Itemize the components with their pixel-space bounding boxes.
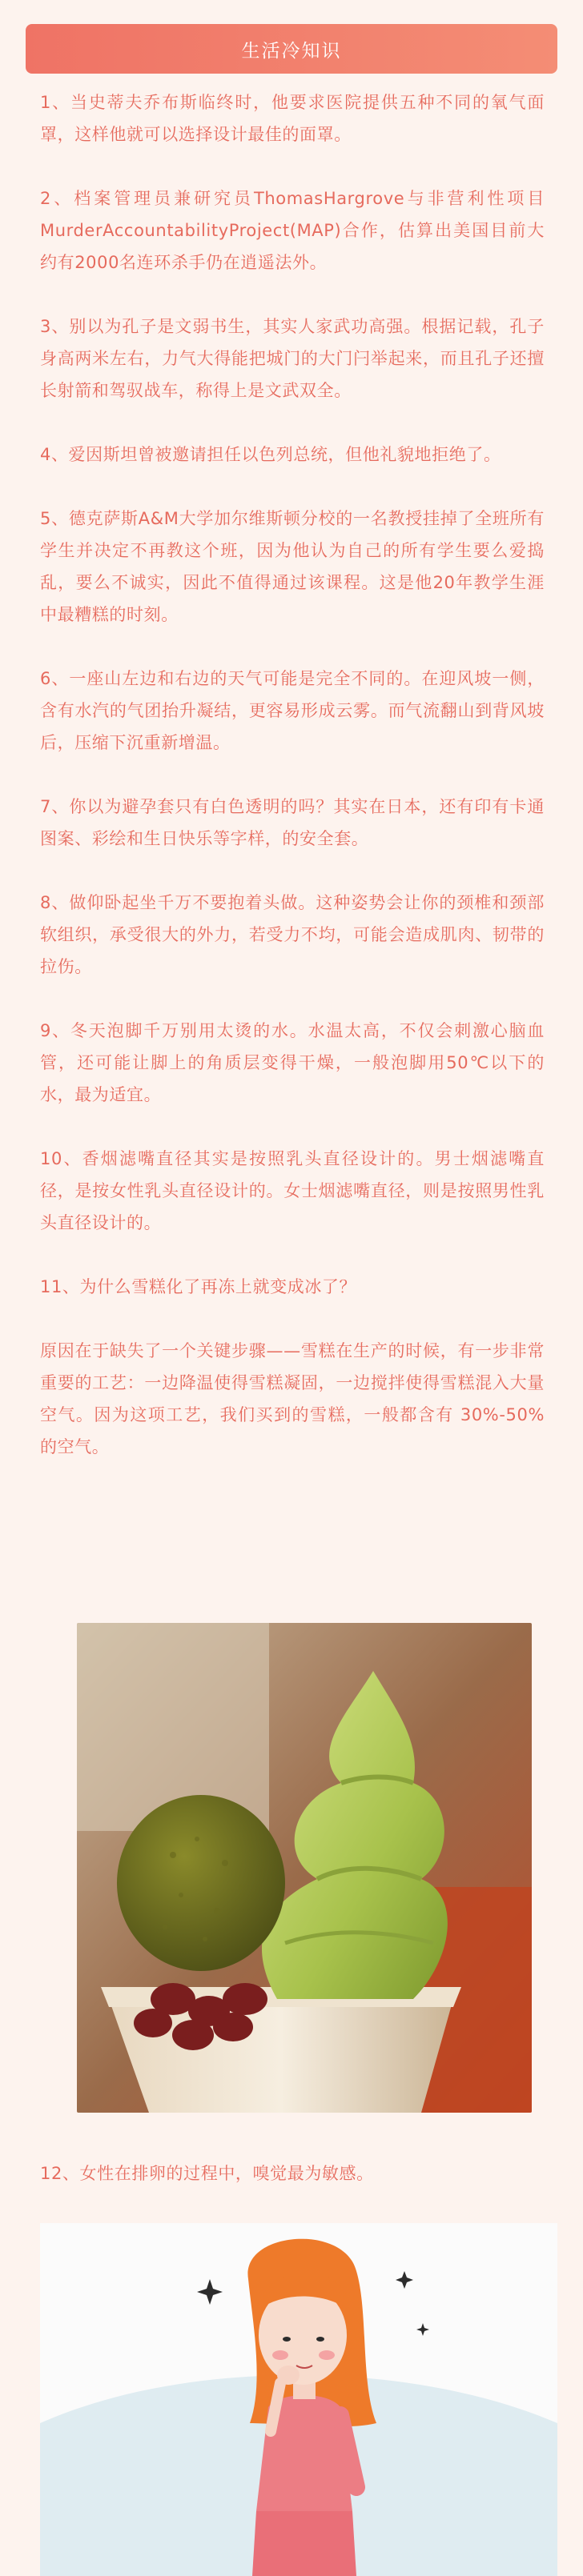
paragraph-gap — [40, 759, 545, 791]
article-body — [40, 86, 545, 1463]
paragraph-gap — [40, 1239, 545, 1271]
section-title: 生活冷知识 — [241, 40, 342, 62]
paragraph-gap — [40, 1111, 545, 1143]
fact-1: 1、当史蒂夫乔布斯临终时，他要求医院提供五种不同的氧气面罩，这样他就可以选择设计最佳的面罩。 — [40, 93, 545, 144]
fact-7: 7、你以为避孕套只有白色透明的吗？其实在日本，还有印有卡通图案、彩绘和生日快乐等字样，的安全套。 — [40, 797, 545, 848]
article-body-continued — [40, 2157, 545, 2189]
fact-9: 9、冬天泡脚千万别用太烫的水。水温太高，不仅会刺激心脑血管，还可能让脚上的角质层变得干燥，一般泡脚用50℃以下的水，最为适宜。 — [40, 1021, 545, 1104]
fact-5: 5、德克萨斯A&M大学加尔维斯顿分校的一名教授挂掉了全班所有学生并决定不再教这个班，因为他认为自己的所有学生要么爱捣乱，要么不诚实，因此不值得通过该课程。这是他20年教学生涯中最糟糕的时刻。 — [40, 509, 545, 624]
fact-12: 12、女性在排卵的过程中，嗅觉最为敏感。 — [40, 2164, 374, 2183]
paragraph-gap — [40, 150, 545, 182]
cartoon-woman-illustration — [40, 2223, 557, 2576]
paragraph-gap — [40, 631, 545, 663]
matcha-icecream-illustration — [77, 1623, 532, 2113]
matcha-icecream-photo — [77, 1623, 532, 2113]
fact-11-question: 11、为什么雪糕化了再冻上就变成冰了？ — [40, 1277, 357, 1296]
paragraph-gap — [40, 471, 545, 503]
paragraph-gap — [40, 1303, 545, 1335]
paragraph-gap — [40, 855, 545, 887]
paragraph-gap — [40, 983, 545, 1015]
fact-4: 4、爱因斯坦曾被邀请担任以色列总统，但他礼貌地拒绝了。 — [40, 445, 501, 464]
section-header — [26, 24, 557, 74]
paragraph-gap — [40, 278, 545, 310]
fact-8: 8、做仰卧起坐千万不要抱着头做。这种姿势会让你的颈椎和颈部软组织，承受很大的外力，若受力不均，可能会造成肌肉、韧带的拉伤。 — [40, 893, 545, 976]
fact-2: 2、档案管理员兼研究员ThomasHargrove与非营利性项目MurderAccountabilityProject(MAP)合作，估算出美国目前大约有2000名连环杀手仍在逍遥法外。 — [40, 189, 545, 272]
fact-3: 3、别以为孔子是文弱书生，其实人家武功高强。根据记载，孔子身高两米左右，力气大得能把城门的大门闩举起来，而且孔子还擅长射箭和驾驭战车，称得上是文武双全。 — [40, 317, 545, 400]
paragraph-gap — [40, 407, 545, 439]
fact-10: 10、香烟滤嘴直径其实是按照乳头直径设计的。男士烟滤嘴直径，是按女性乳头直径设计的。女士烟滤嘴直径，则是按照男性乳头直径设计的。 — [40, 1149, 545, 1232]
cartoon-woman-icon — [40, 2223, 557, 2576]
fact-11-answer: 原因在于缺失了一个关键步骤——雪糕在生产的时候，有一步非常重要的工艺：一边降温使得雪糕凝固，一边搅拌使得雪糕混入大量空气。因为这项工艺，我们买到的雪糕，一般都含有 30%-50% 的空气。 — [40, 1341, 545, 1456]
fact-6: 6、一座山左边和右边的天气可能是完全不同的。在迎风坡一侧，含有水汽的气团抬升凝结，更容易形成云雾。而气流翻山到背风坡后，压缩下沉重新增温。 — [40, 669, 545, 752]
